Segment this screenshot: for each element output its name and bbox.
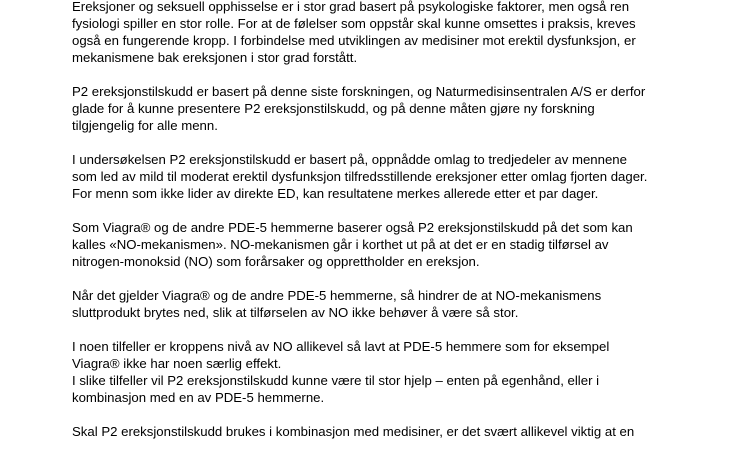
paragraph-no-mechanism xyxy=(72,219,712,270)
text-line: I slike tilfeller vil P2 ereksjonstilskudd kunne være til stor hjelp – enten på egenhånd, eller i xyxy=(72,373,600,388)
text-line: I undersøkelsen P2 ereksjonstilskudd er basert på, oppnådde omlag to tredjedeler av mennene xyxy=(72,152,627,167)
text-line: sluttprodukt brytes ned, slik at tilførselen av NO ikke behøver å være så stor. xyxy=(72,305,519,320)
text-line: For menn som ikke lider av direkte ED, kan resultatene merkes allerede etter et par dager. xyxy=(72,186,599,201)
text-line: nitrogen-monoksid (NO) som forårsaker og opprettholder en ereksjon. xyxy=(72,254,480,269)
text-line: også en fungerende kropp. I forbindelse med utviklingen av medisiner mot erektil dysfunksjon, er xyxy=(72,33,636,48)
text-line: mekanismene bak ereksjonen i stor grad forstått. xyxy=(72,50,358,65)
text-line: tilgjengelig for alle menn. xyxy=(72,118,218,133)
document-body xyxy=(72,0,712,457)
paragraph-pde5 xyxy=(72,287,712,321)
text-line: kalles «NO-mekanismen». NO-mekanismen går i korthet ut på at det er en stadig tilførsel av xyxy=(72,237,609,252)
text-line: Skal P2 ereksjonstilskudd brukes i kombinasjon med medisiner, er det svært allikevel viktig at en xyxy=(72,424,635,439)
text-line: Ereksjoner og seksuell opphisselse er i stor grad basert på psykologiske faktorer, men også ren xyxy=(72,0,630,14)
paragraph-research xyxy=(72,83,712,134)
text-line: som led av mild til moderat erektil dysfunksjon tilfredsstillende ereksjoner etter omlag fjorten dager. xyxy=(72,169,648,184)
text-line: I noen tilfeller er kroppens nivå av NO allikevel så lavt at PDE-5 hemmere som for eksempel xyxy=(72,339,610,354)
text-line: glade for å kunne presentere P2 ereksjonstilskudd, og på denne måten gjøre ny forskning xyxy=(72,101,595,116)
text-line: Viagra® ikke har noen særlig effekt. xyxy=(72,356,282,371)
paragraph-combination xyxy=(72,423,712,440)
text-line: P2 ereksjonstilskudd er basert på denne siste forskningen, og Naturmedisinsentralen A/S er derfor xyxy=(72,84,646,99)
text-line: kombinasjon med en av PDE-5 hemmerne. xyxy=(72,390,325,405)
paragraph-low-no xyxy=(72,338,712,406)
text-line: Som Viagra® og de andre PDE-5 hemmerne baserer også P2 ereksjonstilskudd på det som kan xyxy=(72,220,633,235)
paragraph-intro xyxy=(72,0,712,66)
text-line: Når det gjelder Viagra® og de andre PDE-5 hemmerne, så hindrer de at NO-mekanismens xyxy=(72,288,602,303)
paragraph-study xyxy=(72,151,712,202)
text-line: fysiologi spiller en stor rolle. For at de følelser som oppstår skal kunne omsettes i praksis, kreves xyxy=(72,16,636,31)
